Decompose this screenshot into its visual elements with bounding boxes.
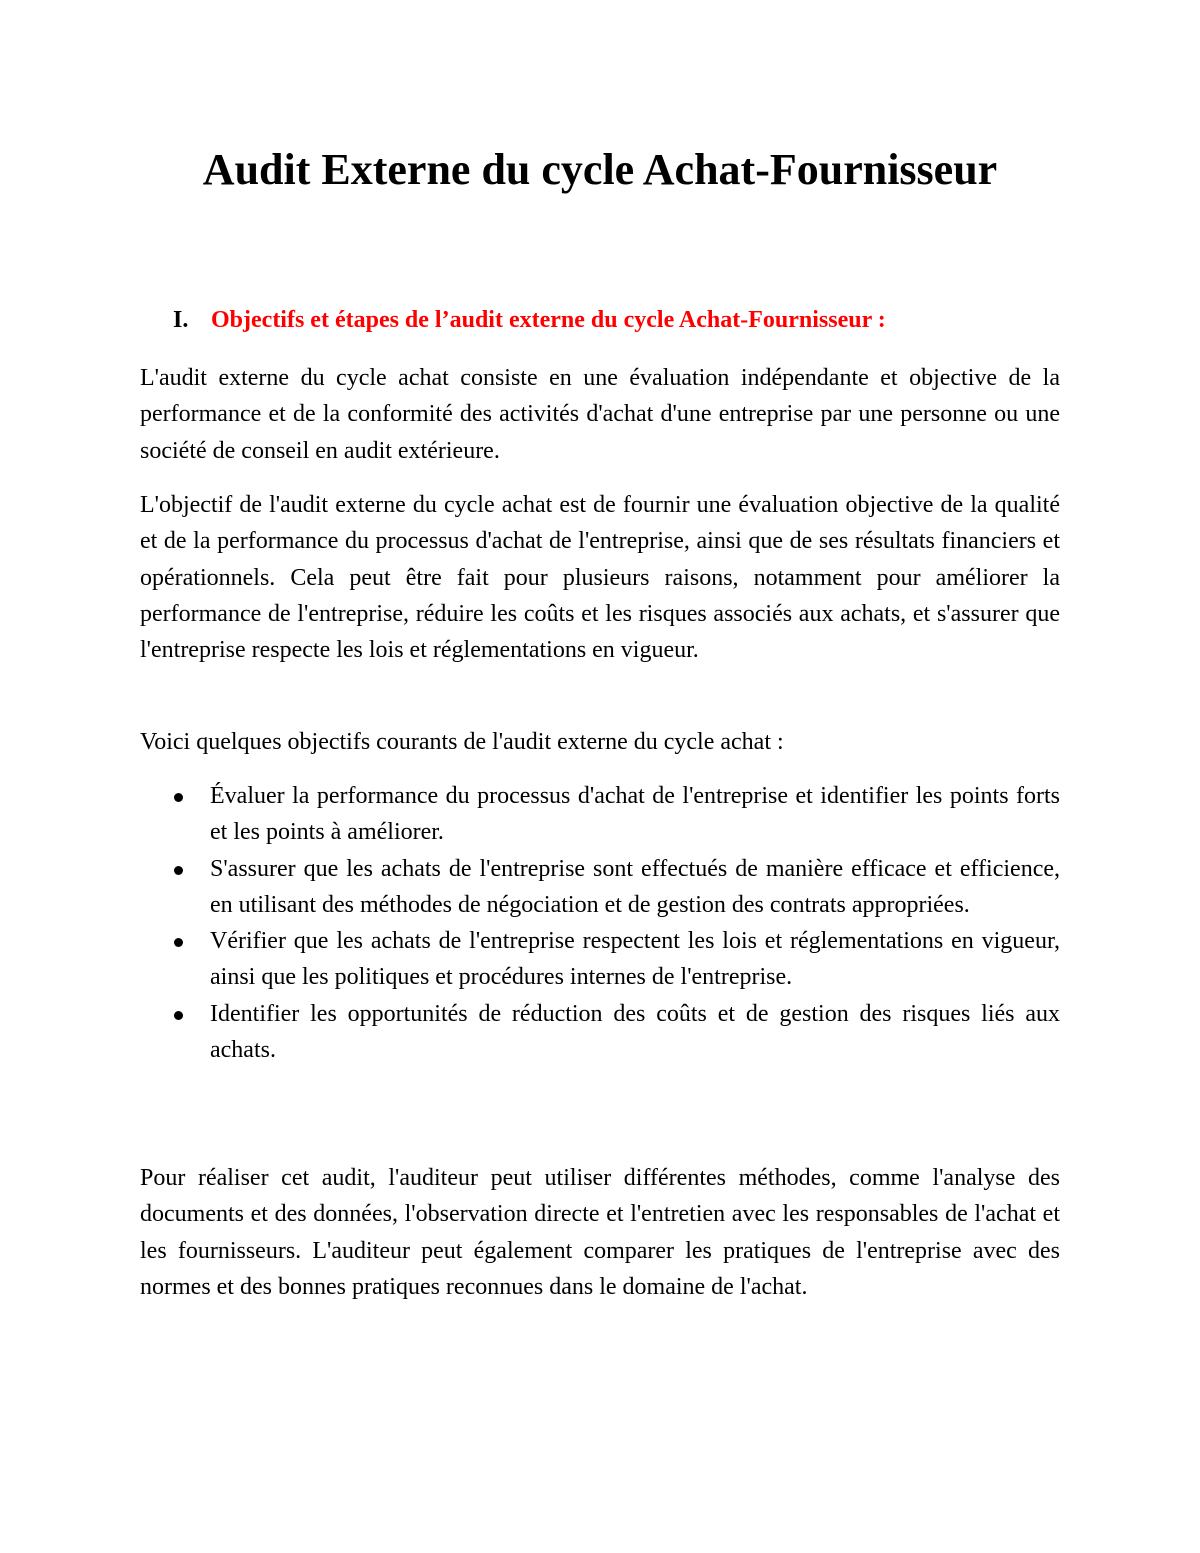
- page-title: Audit Externe du cycle Achat-Fournisseur: [202, 145, 998, 194]
- section-heading: [173, 302, 1073, 338]
- paragraph-objective: L'objectif de l'audit externe du cycle achat est de fournir une évaluation objective de la qualité et de la performance du processus d'achat de l'entreprise, ainsi que de ses résultats financiers et opérationnels. Cela peut être fait pour plusieurs raisons, notamment pour améliorer la performance de l'entreprise, réduire les coûts et les risques associés aux achats, et s'assurer que l'entreprise respecte les lois et réglementations en vigueur.: [140, 492, 1060, 664]
- list-item-text: Vérifier que les achats de l'entreprise respectent les lois et réglementations en vigueur, ainsi que les politiques et procédures internes de l'entreprise.: [210, 928, 1060, 991]
- section-number: I.: [173, 307, 189, 333]
- list-item: [140, 996, 1060, 1069]
- section-heading-text: Objectifs et étapes de l’audit externe du cycle Achat-Fournisseur :: [211, 307, 886, 333]
- objectives-list: [140, 778, 1060, 1068]
- paragraph-intro-list: Voici quelques objectifs courants de l'audit externe du cycle achat :: [140, 729, 784, 755]
- list-item-text: Évaluer la performance du processus d'achat de l'entreprise et identifier les points forts et les points à améliorer.: [210, 783, 1060, 846]
- paragraph-methods: Pour réaliser cet audit, l'auditeur peut utiliser différentes méthodes, comme l'analyse des documents et des données, l'observation directe et l'entretien avec les responsables de l'achat et les fournisseurs. L'auditeur peut également comparer les pratiques de l'entreprise avec des normes et des bonnes pratiques reconnues dans le domaine de l'achat.: [140, 1165, 1060, 1300]
- list-item: [140, 778, 1060, 851]
- bullet-icon: [174, 1011, 183, 1020]
- list-item-text: Identifier les opportunités de réduction des coûts et de gestion des risques liés aux achats.: [210, 1000, 1060, 1064]
- list-item-text: S'assurer que les achats de l'entreprise sont effectués de manière efficace et efficience, en utilisant des méthodes de négociation et de gestion des contrats appropriées.: [210, 855, 1060, 918]
- bullet-icon: [174, 793, 183, 802]
- paragraph-definition: L'audit externe du cycle achat consiste en une évaluation indépendante et objective de la performance et de la conformité des activités d'achat d'une entreprise par une personne ou une société de conseil en audit extérieure.: [140, 365, 1060, 464]
- list-item: [140, 923, 1060, 996]
- bullet-icon: [174, 938, 183, 947]
- list-item: [140, 851, 1060, 924]
- bullet-icon: [174, 866, 183, 875]
